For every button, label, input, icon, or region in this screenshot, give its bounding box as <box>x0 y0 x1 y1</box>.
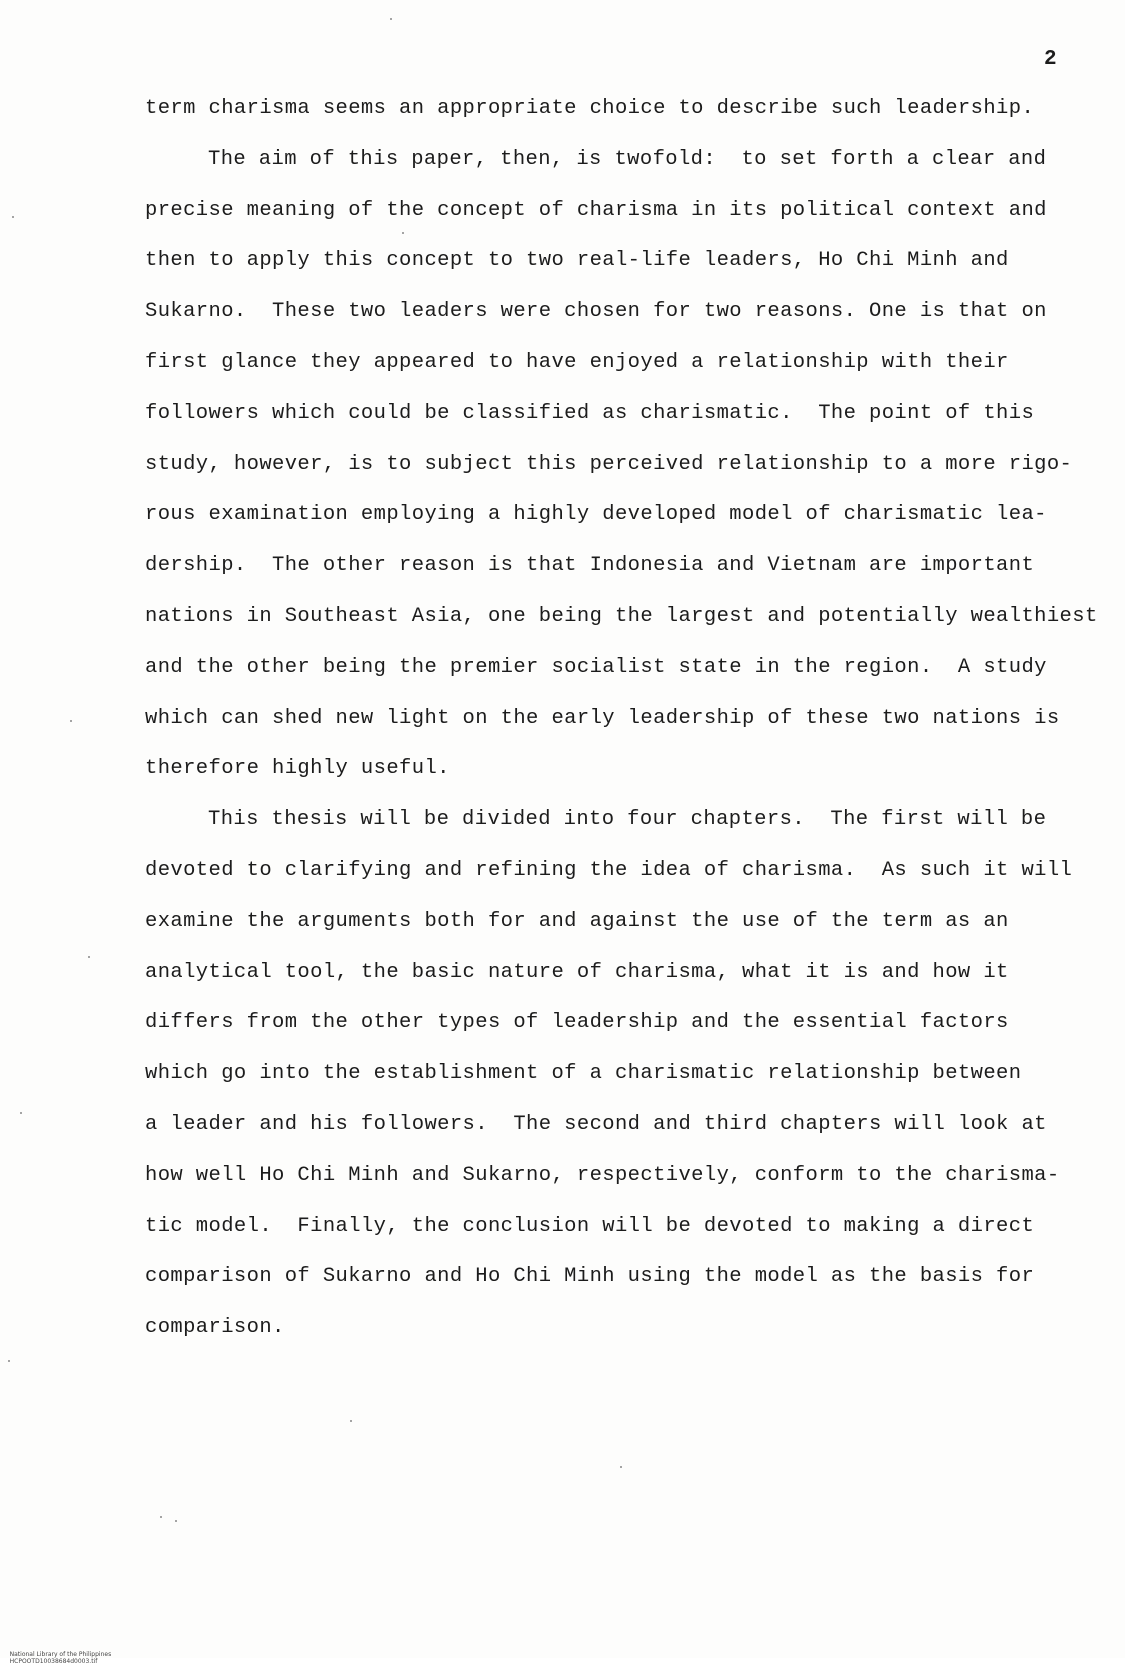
scan-speck <box>350 1420 352 1422</box>
page-number: 2 <box>1044 48 1057 71</box>
scan-speck <box>402 232 404 234</box>
text-line: which can shed new light on the early leadership of these two nations is <box>145 706 1060 730</box>
text-line: devoted to clarifying and refining the idea of charisma. As such it will <box>145 858 1073 882</box>
scan-speck <box>160 1516 162 1518</box>
text-line: study, however, is to subject this perceived relationship to a more rigo- <box>145 452 1073 476</box>
scan-speck <box>390 18 392 20</box>
text-line: The aim of this paper, then, is twofold: to set forth a clear and <box>208 147 1047 171</box>
scan-speck <box>70 720 72 722</box>
body-text <box>145 88 1098 1358</box>
text-line: therefore highly useful. <box>145 757 450 781</box>
text-line: analytical tool, the basic nature of charisma, what it is and how it <box>145 960 1009 984</box>
scan-speck <box>12 216 14 218</box>
text-line: a leader and his followers. The second and third chapters will look at <box>145 1112 1047 1136</box>
scan-speck <box>620 1466 622 1468</box>
text-line: how well Ho Chi Minh and Sukarno, respectively, conform to the charisma- <box>145 1163 1060 1187</box>
text-line: examine the arguments both for and against the use of the term as an <box>145 909 1009 933</box>
text-line: followers which could be classified as charismatic. The point of this <box>145 401 1035 425</box>
text-line: term charisma seems an appropriate choice to describe such leadership. <box>145 97 1035 120</box>
text-line: which go into the establishment of a charismatic relationship between <box>145 1062 1022 1086</box>
text-line: rous examination employing a highly developed model of charismatic lea- <box>145 503 1047 527</box>
text-line: This thesis will be divided into four chapters. The first will be <box>208 808 1047 832</box>
text-line: comparison. <box>145 1316 285 1340</box>
scan-speck <box>88 956 90 958</box>
footer-library: National Library of the Philippines <box>9 1651 112 1658</box>
text-line: and the other being the premier socialist state in the region. A study <box>145 655 1047 679</box>
scan-speck <box>20 1112 22 1114</box>
text-line: tic model. Finally, the conclusion will be devoted to making a direct <box>145 1214 1035 1238</box>
text-line: first glance they appeared to have enjoyed a relationship with their <box>145 350 1009 374</box>
text-line: then to apply this concept to two real-life leaders, Ho Chi Minh and <box>145 249 1009 273</box>
text-line: Sukarno. These two leaders were chosen for two reasons. One is that on <box>145 300 1047 324</box>
scan-footer <box>2 1644 133 1672</box>
text-line: nations in Southeast Asia, one being the largest and potentially wealthiest <box>145 604 1098 628</box>
text-line: differs from the other types of leadership and the essential factors <box>145 1011 1009 1035</box>
text-line: dership. The other reason is that Indonesia and Vietnam are important <box>145 554 1035 578</box>
text-line: comparison of Sukarno and Ho Chi Minh using the model as the basis for <box>145 1265 1035 1289</box>
scan-speck <box>175 1520 177 1522</box>
scan-speck <box>8 1360 10 1362</box>
text-line: precise meaning of the concept of charisma in its political context and <box>145 198 1047 222</box>
footer-code: HCPOOTD10038684d0003.tif <box>9 1658 98 1665</box>
